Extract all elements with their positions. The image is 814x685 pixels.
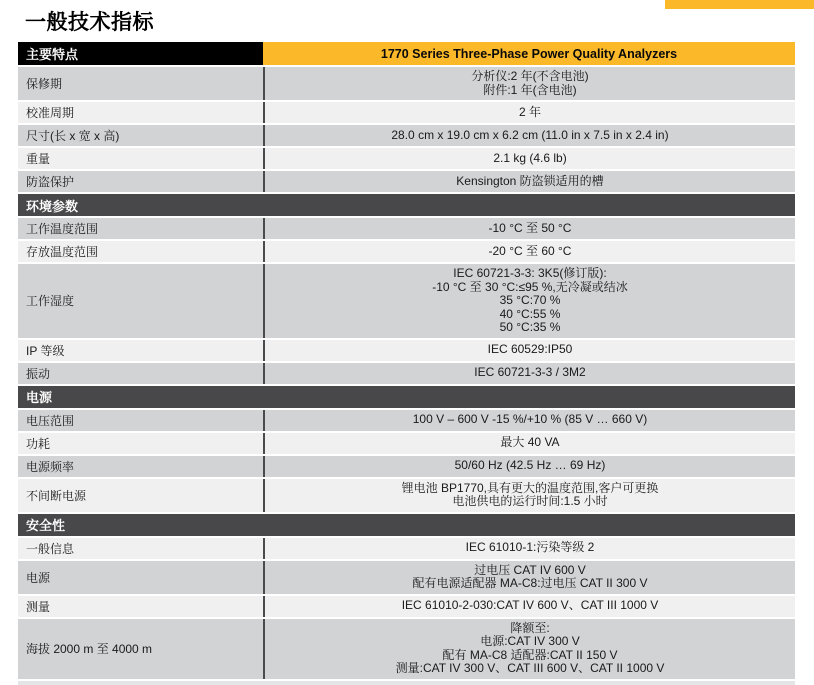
value-line: 35 °C:70 % (499, 293, 561, 307)
row-label: 重量 (26, 152, 51, 166)
row-value (263, 561, 795, 594)
value-line: IEC 60721-3-3: 3K5(修订版): (453, 266, 607, 280)
row-label: 尺寸(长 x 宽 x 高) (26, 129, 120, 143)
value-line: 降额至: (510, 620, 550, 635)
table-row (18, 102, 795, 123)
row-label: 防盗保护 (26, 175, 75, 189)
spec-table (18, 42, 795, 685)
product-series-title: 1770 Series Three-Phase Power Quality Analyzers (263, 42, 795, 65)
table-row (18, 410, 795, 431)
value-line: 电源:CAT IV 300 V (480, 634, 580, 648)
value-line: IEC 60721-3-3 / 3M2 (474, 365, 586, 380)
table-row (18, 456, 795, 477)
table-row (18, 363, 795, 384)
row-value (263, 410, 795, 431)
table-row (18, 538, 795, 559)
row-label: 一般信息 (26, 541, 75, 556)
section-header-power: 电源 (18, 386, 795, 408)
value-line: 2 年 (518, 104, 541, 119)
row-value (263, 218, 795, 239)
row-value (263, 125, 795, 146)
value-line: 100 V – 600 V -15 %/+10 % (85 V … 660 V) (412, 412, 648, 427)
row-label: 测量 (26, 599, 51, 614)
row-label: 功耗 (26, 436, 51, 451)
row-value (263, 340, 795, 361)
table-row (18, 340, 795, 361)
table-row (18, 148, 795, 169)
row-value (263, 67, 795, 100)
row-label: 电压范围 (26, 413, 75, 428)
row-label: IP 等级 (26, 343, 65, 358)
row-label: 工作湿度 (26, 294, 75, 309)
row-value (263, 456, 795, 477)
value-line: IEC 60529:IP50 (487, 342, 573, 357)
value-line: 2.1 kg (4.6 lb) (493, 150, 567, 165)
row-label: 电源频率 (26, 459, 75, 474)
value-line: 配有 MA-C8 适配器:CAT II 150 V (442, 647, 618, 662)
table-bottom-strip (18, 681, 795, 685)
value-line: 测量:CAT IV 300 V、CAT III 600 V、CAT II 1000 V (395, 661, 665, 675)
row-label: 不间断电源 (26, 488, 87, 503)
value-line: 28.0 cm x 19.0 cm x 6.2 cm (11.0 in x 7.5 in x 2.4 in) (391, 127, 669, 142)
row-value (263, 538, 795, 559)
section-header-safety: 安全性 (18, 514, 795, 536)
value-line: 过电压 CAT IV 600 V (474, 562, 586, 577)
value-line: IEC 61010-2-030:CAT IV 600 V、CAT III 1000 V (401, 598, 659, 613)
row-label: 振动 (26, 366, 51, 381)
row-value (263, 363, 795, 384)
table-row (18, 241, 795, 262)
section-header-environment: 环境参数 (18, 194, 795, 216)
row-value (263, 264, 795, 338)
row-label: 校准周期 (26, 106, 75, 120)
row-value (263, 171, 795, 192)
row-value (263, 479, 795, 512)
table-row (18, 561, 795, 594)
page-title: 一般技术指标 (25, 11, 154, 34)
row-label: 电源 (26, 570, 51, 585)
row-label: 保修期 (26, 77, 63, 91)
value-line: 分析仪:2 年(不含电池) (471, 69, 589, 83)
table-sections (18, 67, 795, 679)
table-main-header (18, 42, 795, 65)
table-row (18, 264, 795, 338)
value-line: 电池供电的运行时间:1.5 小时 (452, 494, 608, 508)
row-label: 存放温度范围 (26, 245, 99, 259)
row-label: 海拔 2000 m 至 4000 m (26, 642, 153, 656)
table-row (18, 479, 795, 512)
value-line: 50/60 Hz (42.5 Hz … 69 Hz) (454, 458, 606, 473)
row-value (263, 619, 795, 679)
value-line: -10 °C 至 30 °C:≤95 %,无冷凝或结冰 (432, 279, 628, 294)
row-value (263, 148, 795, 169)
value-line: 锂电池 BP1770,具有更大的温度范围,客户可更换 (401, 480, 659, 495)
table-row (18, 218, 795, 239)
row-value (263, 102, 795, 123)
value-line: -20 °C 至 60 °C (488, 243, 572, 258)
table-row (18, 67, 795, 100)
main-header-label: 主要特点 (18, 42, 263, 65)
row-label: 工作温度范围 (26, 222, 99, 236)
value-line: 配有电源适配器 MA-C8:过电压 CAT II 300 V (412, 576, 648, 590)
value-line: 最大 40 VA (500, 435, 560, 450)
value-line: 附件:1 年(含电池) (483, 82, 577, 97)
table-row (18, 619, 795, 679)
row-value (263, 241, 795, 262)
table-row (18, 171, 795, 192)
row-value (263, 433, 795, 454)
table-row (18, 125, 795, 146)
value-line: 50 °C:35 % (499, 320, 561, 334)
value-line: Kensington 防盗锁适用的槽 (456, 173, 604, 188)
table-row (18, 433, 795, 454)
value-line: 40 °C:55 % (499, 306, 561, 321)
row-value (263, 596, 795, 617)
value-line: IEC 61010-1:污染等级 2 (465, 540, 595, 555)
table-row (18, 596, 795, 617)
value-line: -10 °C 至 50 °C (488, 220, 572, 235)
brand-accent-bar (665, 0, 814, 9)
